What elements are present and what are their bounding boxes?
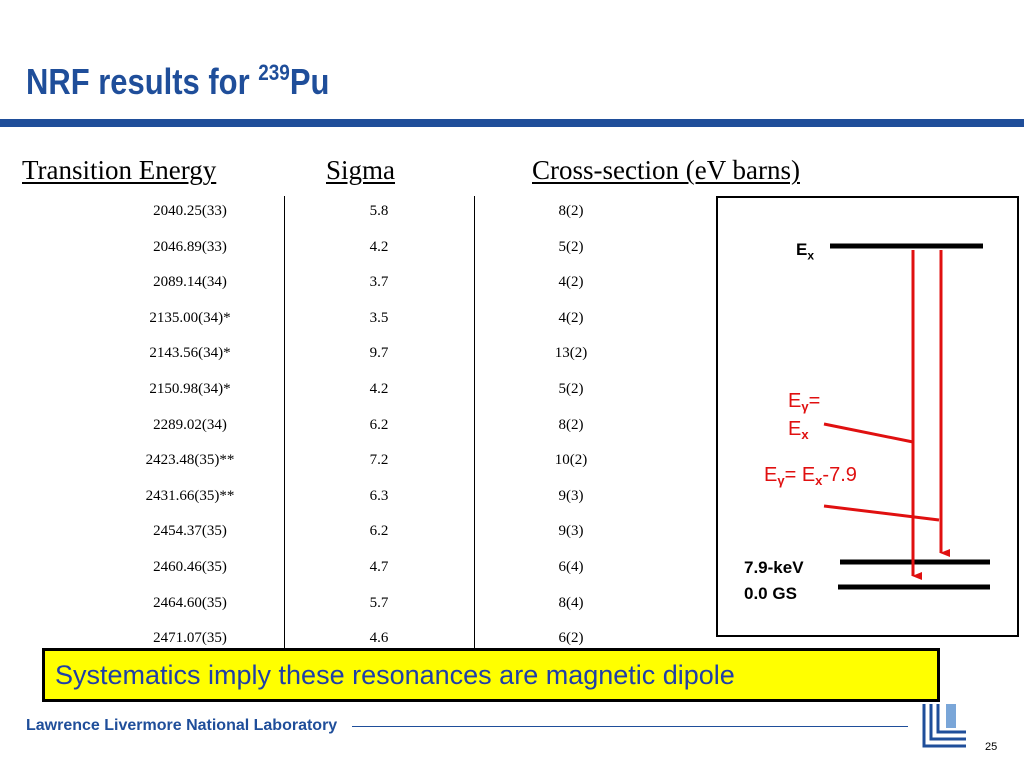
table-row: [0, 588, 660, 624]
cell-cross-section: 5(2): [558, 381, 584, 397]
lab-name: Lawrence Livermore National Laboratory: [26, 717, 338, 734]
gamma-direct-label: $E_\gamma=$ $E_x$: [788, 390, 821, 442]
cell-sigma: 3.7: [369, 274, 389, 291]
cell-cross-section: 8(2): [558, 203, 584, 219]
cell-energy: 2431.66(35)**: [145, 487, 235, 504]
cell-cross-section: 13(2): [554, 345, 588, 362]
table-row: [0, 232, 660, 268]
table-row: [0, 303, 660, 339]
cell-sigma: 4.7: [369, 559, 389, 575]
cell-sigma: 4.6: [369, 630, 389, 647]
cell-energy: 2460.46(35): [153, 559, 227, 575]
gamma-first-excited-label: $E_\gamma= E_x-7.9$: [764, 464, 857, 488]
table-row: [0, 410, 660, 446]
cell-energy: 2143.56(34)*: [149, 345, 231, 362]
cell-energy: 2089.14(34): [153, 274, 227, 291]
cell-cross-section: 6(2): [558, 630, 584, 647]
title-element: Pu: [289, 61, 330, 102]
cell-energy: 2150.98(34)*: [149, 381, 231, 397]
cell-sigma: 3.5: [369, 309, 389, 326]
excited-level-label: $E_x$: [796, 240, 815, 263]
cell-cross-section: 4(2): [558, 274, 584, 291]
header-sigma: Sigma: [326, 155, 396, 185]
level-diagram: [716, 196, 1019, 637]
cell-energy: 2135.00(34)*: [149, 309, 231, 326]
cell-cross-section: 9(3): [558, 523, 584, 540]
footer-rule: [352, 726, 908, 727]
cell-sigma: 6.2: [369, 416, 389, 433]
pointer-line-direct: [824, 424, 913, 442]
cell-energy: 2046.89(33): [153, 238, 227, 255]
cell-energy: 2040.25(33): [153, 203, 227, 219]
cell-cross-section: 5(2): [558, 238, 584, 255]
cell-sigma: 7.2: [369, 452, 389, 469]
table-row: [0, 374, 660, 410]
table-row: [0, 552, 660, 588]
cell-cross-section: 10(2): [554, 452, 588, 469]
page-number: 25: [985, 741, 998, 753]
table-row: [0, 481, 660, 517]
cell-energy: 2471.07(35): [153, 630, 227, 647]
title-rule: [0, 119, 1024, 127]
llnl-logo-icon: [918, 700, 982, 752]
title-mass-number: 239: [258, 60, 290, 85]
cell-cross-section: 9(3): [558, 487, 584, 504]
cell-energy: 2289.02(34): [153, 416, 227, 433]
conclusion-callout: Systematics imply these resonances are magnetic dipole: [42, 648, 940, 702]
cell-sigma: 6.3: [369, 487, 389, 504]
cell-energy: 2423.48(35)**: [145, 452, 235, 469]
cell-sigma: 5.7: [369, 594, 389, 611]
cell-sigma: 4.2: [369, 238, 389, 255]
cell-cross-section: 8(2): [558, 416, 584, 433]
cell-sigma: 4.2: [369, 381, 389, 397]
pointer-line-first-excited: [824, 506, 939, 520]
cell-cross-section: 4(2): [558, 309, 584, 326]
cell-energy: 2464.60(35): [153, 594, 227, 611]
cell-energy: 2454.37(35): [153, 523, 227, 540]
table-row: [0, 267, 660, 303]
cell-sigma: 6.2: [369, 523, 389, 540]
title-prefix: NRF results for: [26, 61, 259, 102]
table-row: [0, 516, 660, 552]
slide-title: [26, 62, 329, 102]
ground-state-label: 0.0 GS: [744, 584, 797, 603]
first-excited-level-label: 7.9-keV: [744, 558, 804, 577]
table-row: [0, 196, 660, 232]
table-row: [0, 445, 660, 481]
cell-cross-section: 6(4): [558, 559, 584, 575]
header-cross-section: Cross-section (eV barns): [532, 155, 800, 185]
table-row: [0, 338, 660, 374]
cell-sigma: 9.7: [369, 345, 389, 362]
cell-cross-section: 8(4): [558, 594, 584, 611]
header-transition-energy: Transition Energy: [22, 155, 217, 185]
cell-sigma: 5.8: [369, 203, 389, 219]
